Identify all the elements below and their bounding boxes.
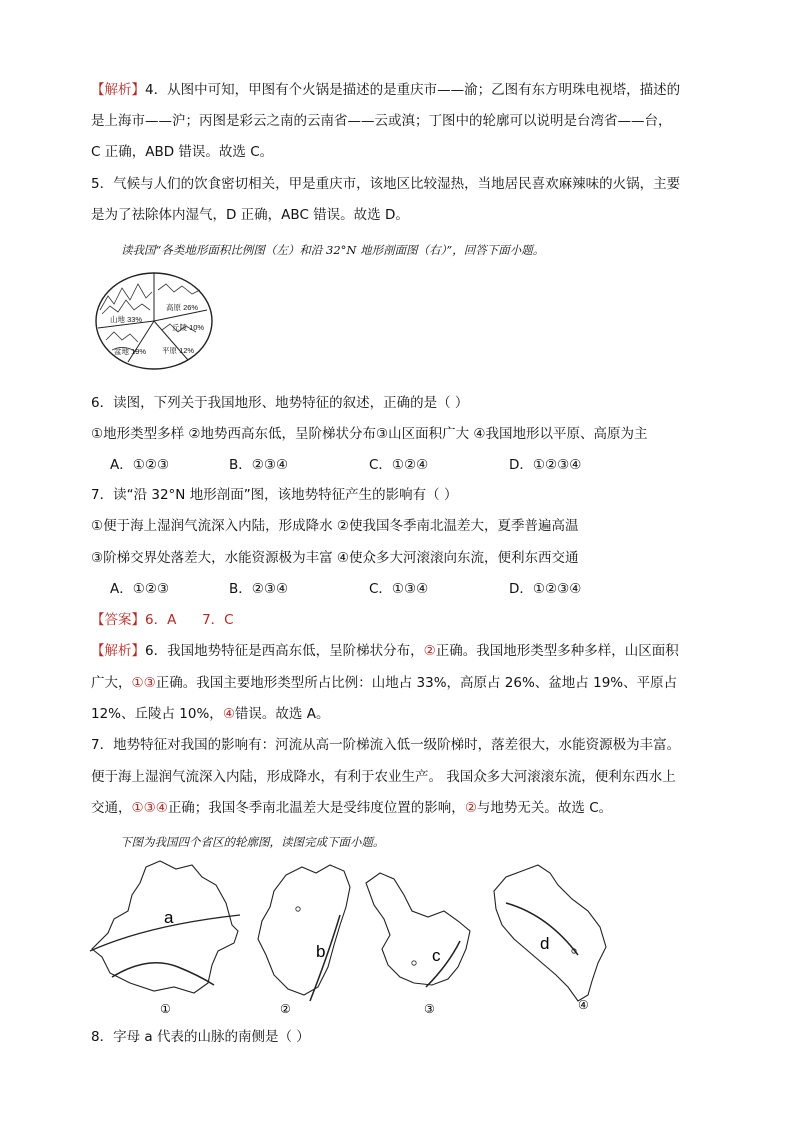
- analysis-6-line-2: 广大，①③正确。我国主要地形类型所占比例：山地占 33%，高原占 26%、盆地占 19%、平原占: [91, 675, 678, 691]
- province-number-2: ②: [280, 1002, 291, 1016]
- answer-6-7: 【答案】6．A 7．C: [91, 612, 234, 628]
- province-number-1: ①: [160, 1002, 171, 1016]
- province-label-c: c: [432, 946, 441, 965]
- analysis-7-line-2: 便于海上湿润气流深入内陆，形成降水，有利于农业生产。 我国众多大河滚滚东流，便利东西水上: [91, 769, 676, 785]
- analysis-7-line-1: 7．地势特征对我国的影响有：河流从高一阶梯流入低一级阶梯时，落差很大，水能资源极为丰富。: [91, 737, 681, 753]
- q7-option-d[interactable]: D．①②③④: [509, 581, 582, 597]
- q7-option-a[interactable]: A．①②③: [110, 581, 170, 597]
- q6-option-a[interactable]: A．①②③: [110, 457, 170, 473]
- intro-6-7: 读我国“各类地形面积比例图（左）和沿 32°N 地形剖面图（右）”，回答下面小题。: [121, 243, 545, 257]
- pie-label-mountain: 山地 33%: [110, 315, 143, 324]
- q8-stem: 8．字母 a 代表的山脉的南侧是（ ）: [91, 1029, 310, 1045]
- province-3-outline: [366, 873, 470, 985]
- analysis-label: 【解析】: [91, 82, 145, 98]
- province-label-d: d: [540, 934, 550, 953]
- analysis-6-line-1: 【解析】6．我国地势特征是西高东低，呈阶梯状分布，②正确。我国地形类型多种多样，山区面积: [91, 643, 679, 659]
- province-number-3: ③: [424, 1002, 435, 1016]
- province-number-4: ④: [578, 998, 589, 1012]
- q6-statements: ①地形类型多样 ②地势西高东低，呈阶梯状分布③山区面积广大 ④我国地形以平原、高原为主: [91, 426, 648, 442]
- intro-8: 下图为我国四个省区的轮廓图，读图完成下面小题。: [120, 835, 385, 849]
- province-outlines-figure: [88, 855, 648, 1020]
- q6-stem: 6．读图，下列关于我国地形、地势特征的叙述，正确的是（ ）: [91, 395, 469, 411]
- q7-statements-2: ③阶梯交界处落差大，水能资源极为丰富 ④使众多大河滚滚向东流，便利东西交通: [91, 550, 579, 566]
- analysis-7-line-3: 交通，①③④正确；我国冬季南北温差大是受纬度位置的影响，②与地势无关。故选 C。: [91, 800, 613, 816]
- q7-option-c[interactable]: C．①③④: [369, 581, 429, 597]
- province-4-outline: [494, 865, 606, 1001]
- province-label-b: b: [316, 942, 326, 961]
- pie-label-basin: 盆地 19%: [114, 347, 147, 356]
- province-2-outline: [258, 865, 350, 995]
- q7-stem: 7．读“沿 32°N 地形剖面”图，该地势特征产生的影响有（ ）: [91, 487, 458, 503]
- analysis-5-line-2: 是为了祛除体内湿气，D 正确，ABC 错误。故选 D。: [91, 207, 409, 223]
- analysis-4-line-2: 是上海市——沪；丙图是彩云之南的云南省——云或滇；丁图中的轮廓可以说明是台湾省——台，: [91, 113, 672, 129]
- analysis-4-line-3: C 正确，ABD 错误。故选 C。: [91, 144, 274, 160]
- province-3-capital-icon: [412, 961, 416, 965]
- pie-label-plateau: 高原 26%: [166, 303, 199, 312]
- pie-label-plain: 平原 12%: [162, 346, 195, 355]
- q6-option-c[interactable]: C．①②④: [369, 457, 429, 473]
- province-2-capital-icon: [296, 907, 300, 911]
- answer-label: 【答案】: [91, 612, 145, 628]
- q6-option-d[interactable]: D．①②③④: [509, 457, 582, 473]
- pie-label-hills: 丘陵 10%: [172, 323, 205, 332]
- analysis-6-line-3: 12%、丘陵占 10%，④错误。故选 A。: [91, 706, 330, 722]
- q6-option-b[interactable]: B．②③④: [229, 457, 289, 473]
- terrain-pie-chart: [92, 270, 216, 372]
- analysis-label: 【解析】: [91, 643, 145, 659]
- q7-option-b[interactable]: B．②③④: [229, 581, 289, 597]
- analysis-5-line-1: 5．气候与人们的饮食密切相关，甲是重庆市，该地区比较湿热，当地居民喜欢麻辣味的火锅，主要: [91, 176, 681, 192]
- analysis-4-line-1: 【解析】4．从图中可知，甲图有个火锅是描述的是重庆市——渝；乙图有东方明珠电视塔，描述的: [91, 82, 681, 98]
- province-label-a: a: [164, 908, 174, 927]
- q7-statements-1: ①便于海上湿润气流深入内陆，形成降水 ②使我国冬季南北温差大，夏季普遍高温: [91, 518, 579, 534]
